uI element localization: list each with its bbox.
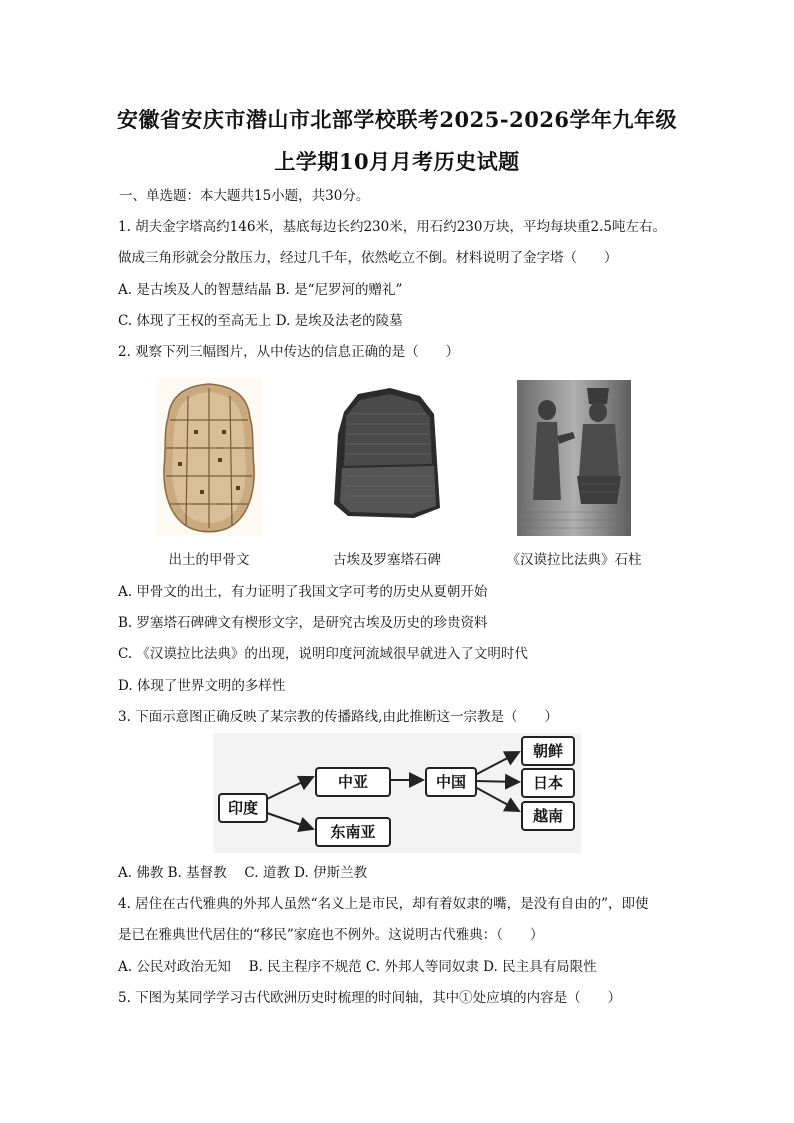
q1-stem-line1: 1. 胡夫金字塔高约146米，基底每边长约230米，用石约230万块，平均每块重2.5吨左右。	[118, 219, 666, 235]
diagram-node-southeast-asia: 东南亚	[315, 817, 391, 847]
q2-stem: 2. 观察下列三幅图片，从中传达的信息正确的是（ ）	[118, 344, 460, 360]
q2-option-b: B. 罗塞塔石碑碑文有楔形文字，是研究古埃及历史的珍贵资料	[118, 615, 488, 631]
q5-stem: 5. 下图为某同学学习古代欧洲历史时梳理的时间轴，其中①处应填的内容是（ ）	[118, 990, 622, 1006]
q4-stem-line1: 4. 居住在古代雅典的外邦人虽然“名义上是市民，却有着奴隶的嘴，是没有自由的”，即使	[118, 896, 649, 912]
diagram-node-central-asia: 中亚	[315, 767, 391, 797]
q2-option-c: C. 《汉谟拉比法典》的出现，说明印度河流域很早就进入了文明时代	[118, 646, 528, 662]
diagram-node-vietnam: 越南	[521, 801, 575, 831]
q2-option-a: A. 甲骨文的出土，有力证明了我国文字可考的历史从夏朝开始	[118, 584, 488, 600]
q3-options: A. 佛教 B. 基督教 C. 道教 D. 伊斯兰教	[118, 865, 368, 881]
q3-stem: 3. 下面示意图正确反映了某宗教的传播路线,由此推断这一宗教是（ ）	[118, 709, 558, 725]
hammurabi-stele-image	[517, 380, 631, 536]
q4-options: A. 公民对政治无知 B. 民主程序不规范 C. 外邦人等同奴隶 D. 民主具有局限性	[118, 959, 597, 975]
diagram-node-china: 中国	[425, 767, 477, 797]
exam-title-line1: 安徽省安庆市潜山市北部学校联考2025-2026学年九年级	[116, 107, 678, 132]
caption-oracle-bone: 出土的甲骨文	[168, 552, 250, 568]
diagram-node-korea: 朝鲜	[521, 736, 575, 766]
diagram-node-japan: 日本	[521, 768, 575, 798]
diagram-node-india: 印度	[218, 793, 268, 823]
section-heading: 一、单选题：本大题共15小题，共30分。	[119, 188, 370, 204]
q2-option-d: D. 体现了世界文明的多样性	[118, 678, 286, 694]
q1-options-ab: A. 是古埃及人的智慧结晶 B. 是“尼罗河的赠礼”	[118, 282, 403, 298]
caption-rosetta-stone: 古埃及罗塞塔石碑	[333, 552, 441, 568]
q1-options-cd: C. 体现了王权的至高无上 D. 是埃及法老的陵墓	[118, 313, 403, 329]
rosetta-stone-image	[328, 384, 446, 522]
caption-hammurabi-stele: 《汉谟拉比法典》石柱	[506, 552, 642, 568]
oracle-bone-image	[156, 378, 262, 536]
exam-title-line2: 上学期10月月考历史试题	[274, 149, 520, 174]
q4-stem-line2: 是已在雅典世代居住的“移民”家庭也不例外。这说明古代雅典：（ ）	[118, 927, 544, 943]
q1-stem-line2: 做成三角形就会分散压力，经过几千年，依然屹立不倒。材料说明了金字塔（ ）	[118, 250, 618, 266]
